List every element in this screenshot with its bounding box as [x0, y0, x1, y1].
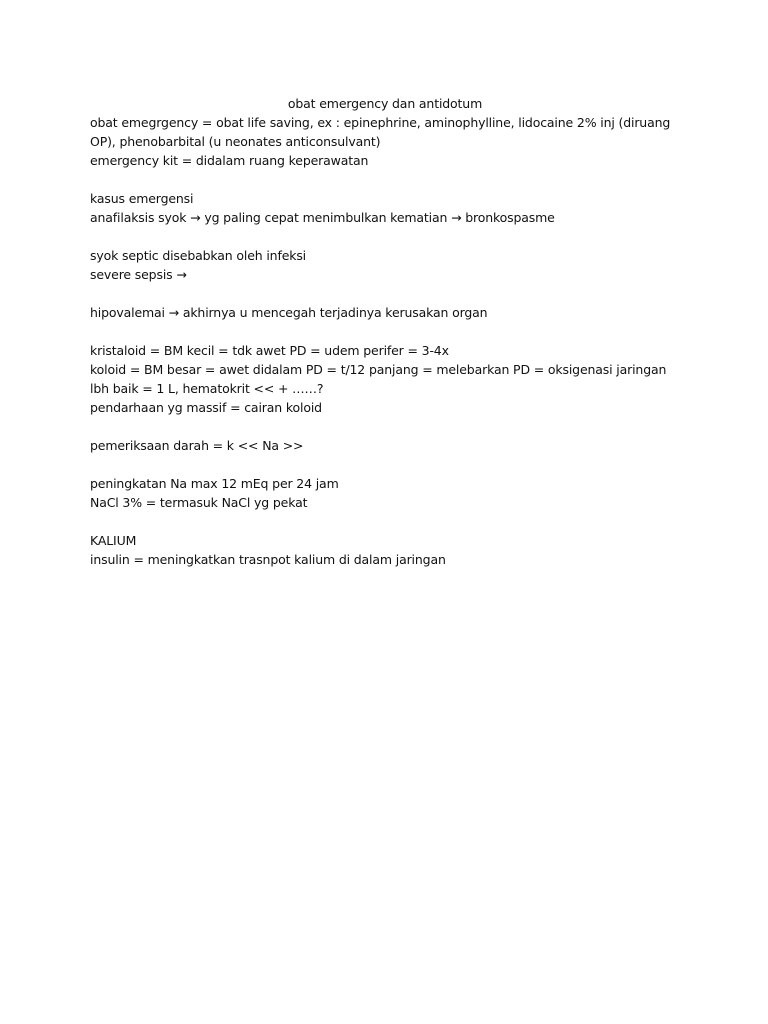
section-heading: kasus emergensi [90, 191, 194, 206]
blank-line [90, 322, 690, 341]
blank-line [90, 417, 690, 436]
text-line: pemeriksaan darah = k << Na >> [90, 438, 304, 453]
text-line: obat emegrgency = obat life saving, ex : epinephrine, aminophylline, lidocaine 2% inj (diruang [90, 115, 671, 130]
text-line: lbh baik = 1 L, hematokrit << + ……? [90, 381, 324, 396]
document-body [90, 94, 690, 569]
text-line: insulin = meningkatkan trasnpot kalium di dalam jaringan [90, 552, 446, 567]
text-line: koloid = BM besar = awet didalam PD = t/12 panjang = melebarkan PD = oksigenasi jaringan [90, 362, 667, 377]
blank-line [90, 512, 690, 531]
text-line: emergency kit = didalam ruang keperawatan [90, 153, 369, 168]
blank-line [90, 455, 690, 474]
text-line: kristaloid = BM kecil = tdk awet PD = udem perifer = 3-4x [90, 343, 449, 358]
blank-line [90, 227, 690, 246]
document-title: obat emergency dan antidotum [287, 96, 483, 111]
blank-line [90, 170, 690, 189]
text-line: severe sepsis → [90, 267, 187, 282]
section-heading: KALIUM [90, 533, 137, 548]
blank-line [90, 284, 690, 303]
text-line: hipovalemai → akhirnya u mencegah terjadinya kerusakan organ [90, 305, 488, 320]
text-line: peningkatan Na max 12 mEq per 24 jam [90, 476, 339, 491]
text-line: NaCl 3% = termasuk NaCl yg pekat [90, 495, 308, 510]
text-line: anafilaksis syok → yg paling cepat menimbulkan kematian → bronkospasme [90, 210, 555, 225]
text-line: OP), phenobarbital (u neonates anticonsulvant) [90, 134, 381, 149]
text-line: syok septic disebabkan oleh infeksi [90, 248, 307, 263]
text-line: pendarhaan yg massif = cairan koloid [90, 400, 322, 415]
